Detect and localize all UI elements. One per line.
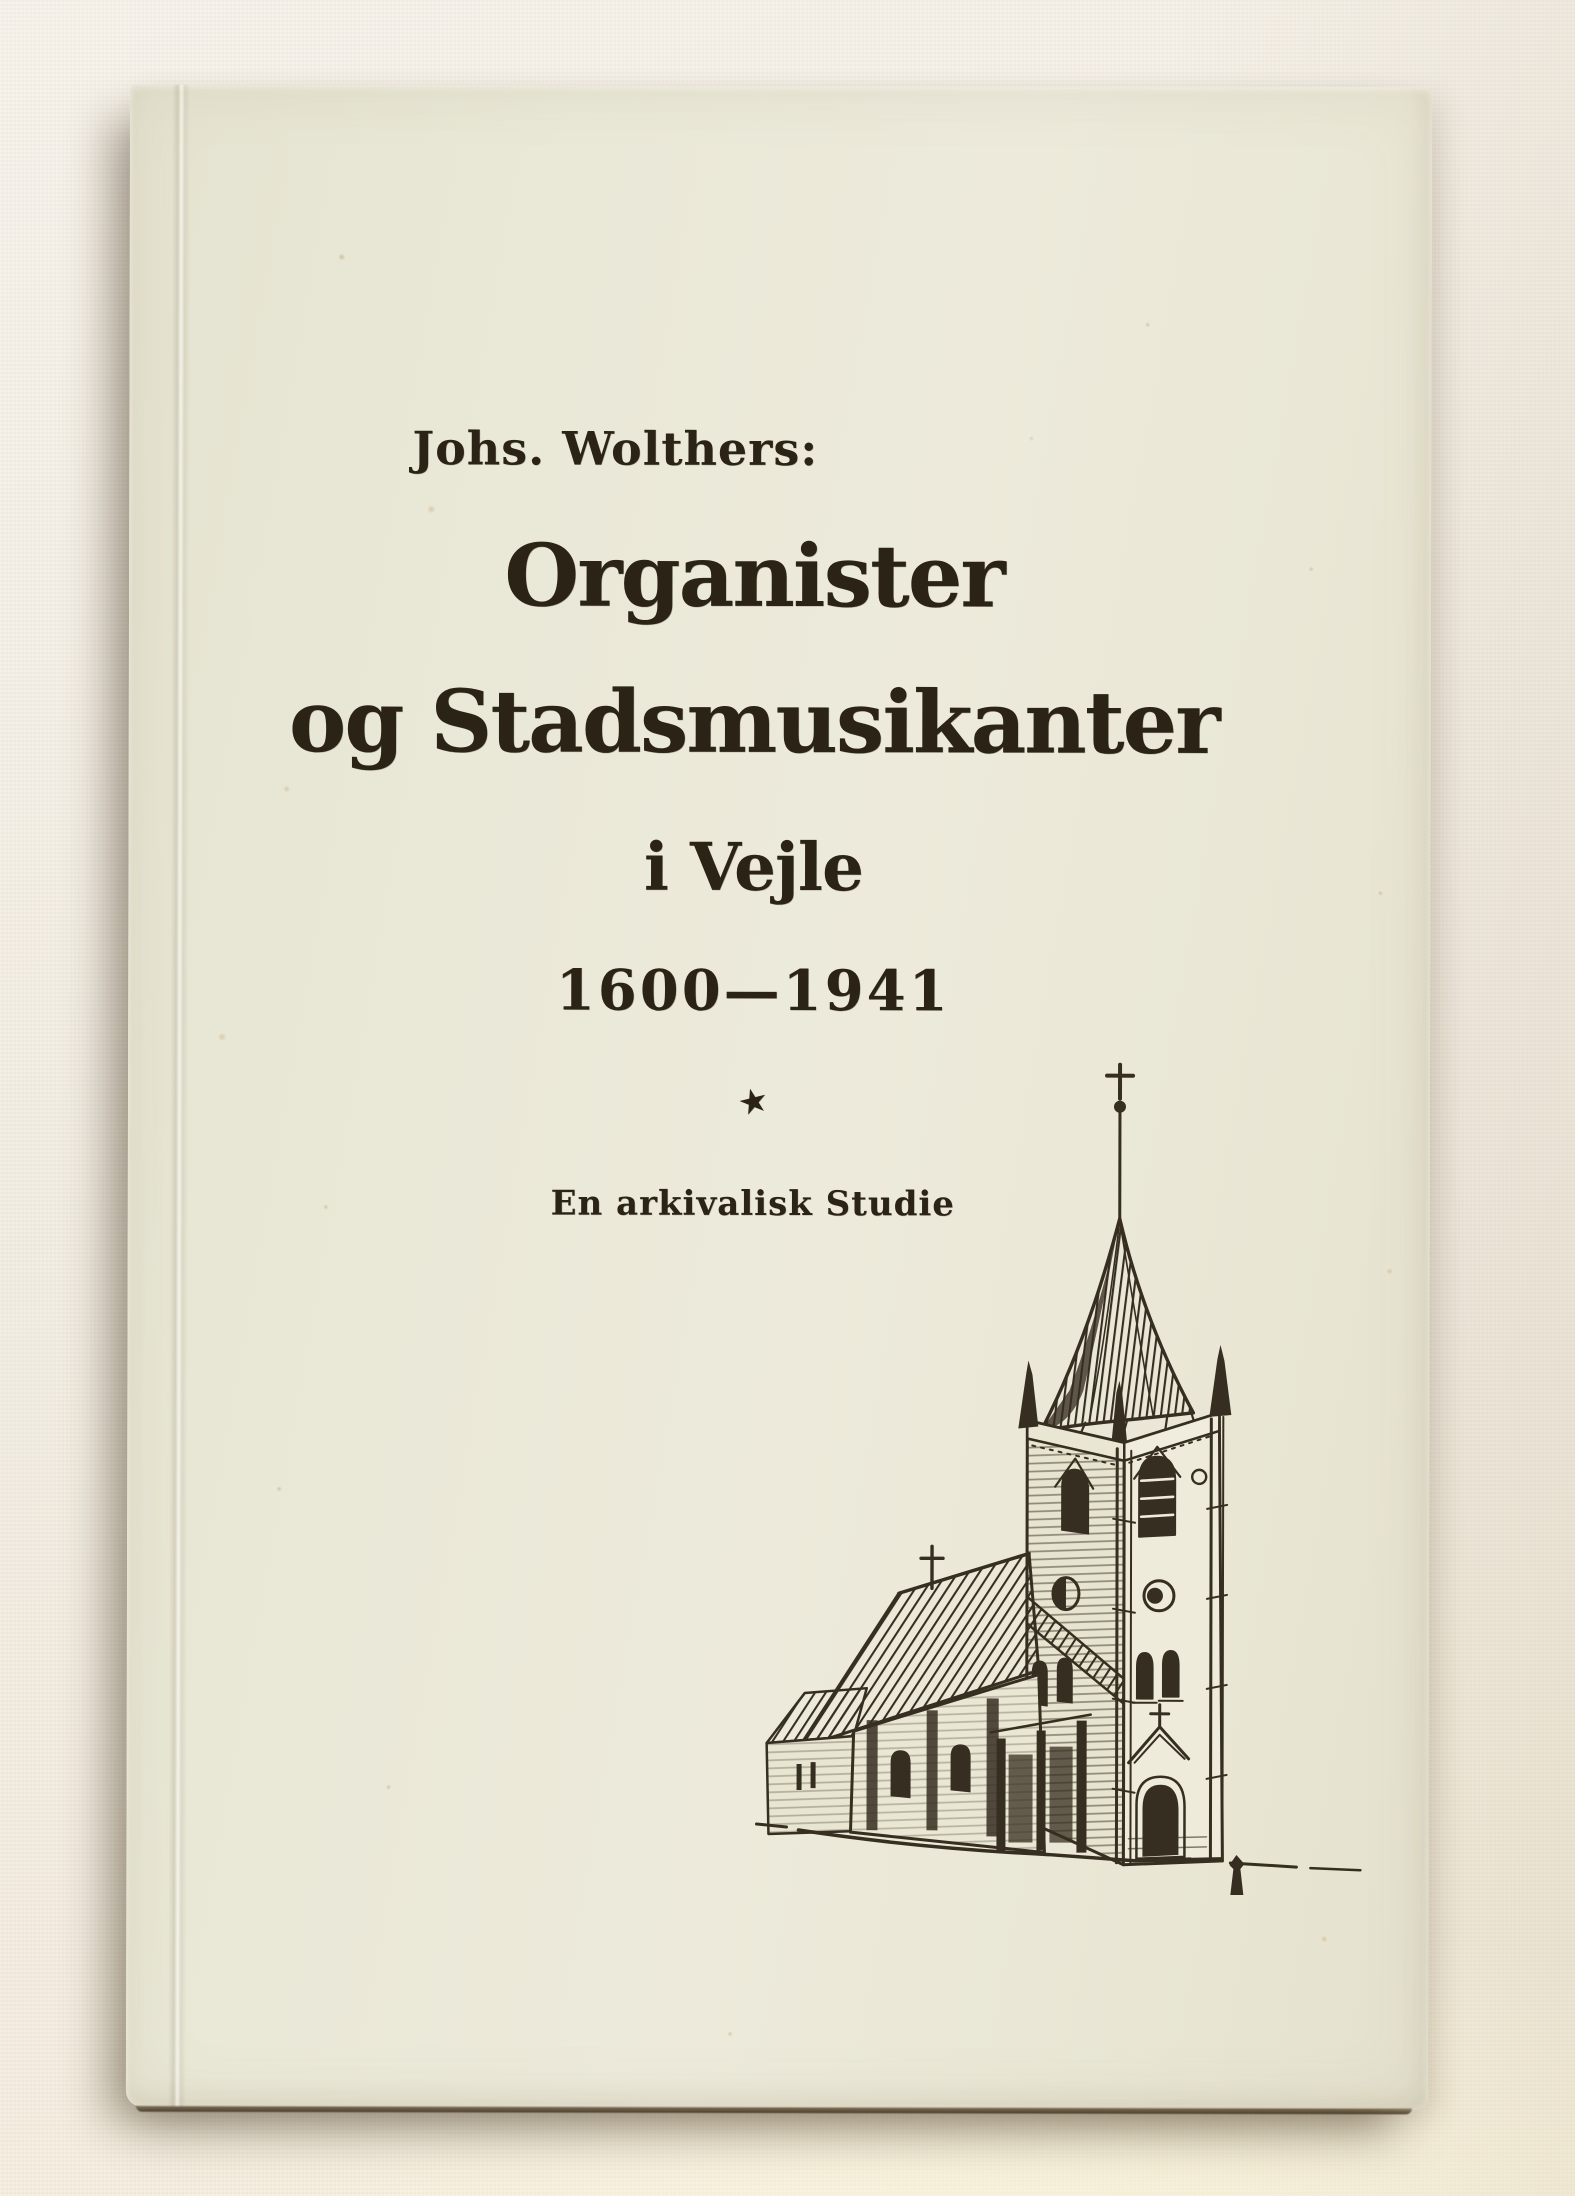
star-ornament-icon: ★ [733, 1078, 773, 1126]
church-tower [1017, 1065, 1232, 1865]
church-illustration-icon [738, 1048, 1370, 1899]
title-line-1: Organister [504, 525, 1004, 628]
title-line-3: i Vejle [643, 827, 864, 907]
year-range: 1600—1941 [555, 957, 951, 1025]
author-line: Johs. Wolthers: [412, 421, 819, 477]
gravestone-icon [1229, 1855, 1244, 1895]
subtitle-line: En arkivalisk Studie [550, 1183, 955, 1225]
book-cover [126, 85, 1432, 2110]
title-line-2: og Stadsmusikanter [288, 670, 1219, 774]
